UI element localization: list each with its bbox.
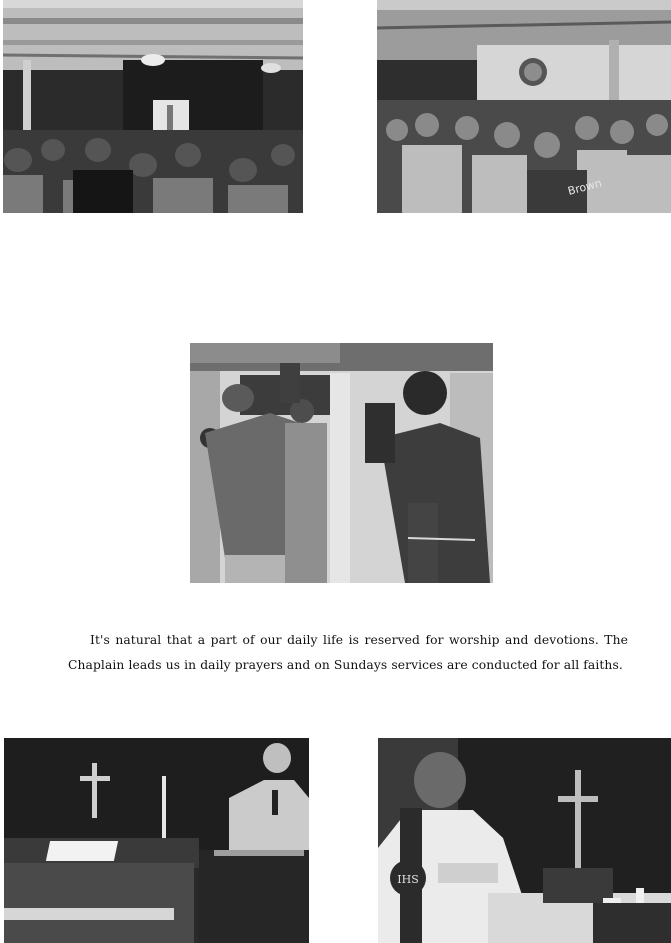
jacket-name-text: Brown (566, 176, 604, 198)
page-caption (68, 628, 628, 678)
caption-text: It's natural that a part of our daily life is reserved for worship and devotions. The Chaplain leads us in daily prayers and on Sundays services are conducted for all faiths. (68, 633, 628, 672)
photo-chaplain-altar (4, 738, 309, 943)
photo-priest-mass (378, 738, 671, 943)
photo-worship-service (3, 0, 303, 213)
ihs-monogram-text: IHS (397, 873, 419, 886)
photo-crew-prayers (377, 0, 671, 213)
photo-battle-stations (190, 343, 493, 583)
